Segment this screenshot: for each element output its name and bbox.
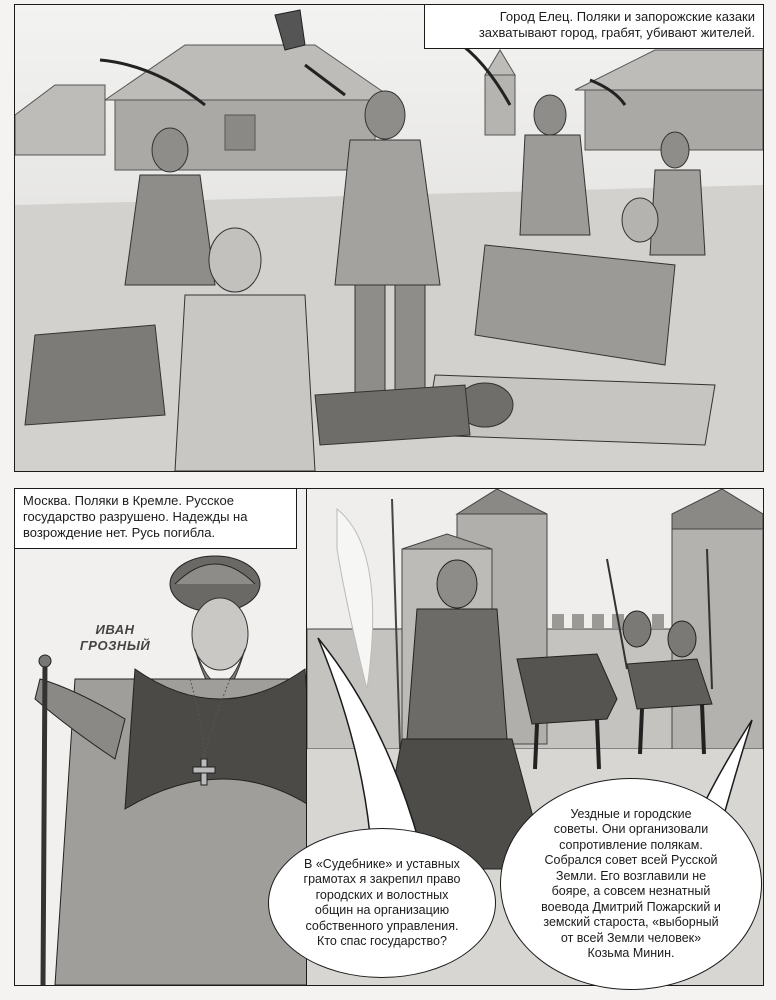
speech-line: Земли. Его возглавили не [555,868,707,883]
speech-line: Козьма Минин. [587,946,675,960]
bottom-left-caption [15,489,297,549]
caption-line: возрождение нет. Русь погибла. [23,525,216,540]
speech-line: общин на организацию [314,903,450,917]
speech-line: городских и волостных [315,887,449,902]
caption-line: Москва. Поляки в Кремле. Русское [23,493,234,508]
caption-line: захватывают город, грабят, убивают жителей. [478,25,755,40]
speech-line: Кто спас государство? [317,934,447,948]
speech-line: собственного управления. [305,918,459,933]
speech-line: В «Судебнике» и уставных [304,856,460,871]
top-panel-illustration [15,5,763,471]
top-panel-caption [424,5,763,49]
speech-line: воевода Дмитрий Пожарский и [541,899,721,914]
character-name-label: ИВАН ГРОЗНЫЙ [79,622,151,653]
speech-line: грамотах я закрепил право [303,872,461,886]
caption-line: Город Елец. Поляки и запорожские казаки [499,9,755,24]
speech-line: земский староста, «выборный [543,915,719,929]
speech-line: сопротивление полякам. [559,837,703,852]
speech-line: бояре, а совсем незнатный [551,884,711,898]
top-panel [14,4,764,472]
caption-line: государство разрушено. Надежды на [23,509,248,524]
speech-line: Уездные и городские [570,806,692,821]
speech-line: Собрался совет всей Русской [544,853,718,867]
ivan-speech-bubble [268,828,496,978]
speech-line: от всей Земли человек» [560,930,702,945]
narrator-speech-bubble [500,778,762,990]
speech-line: советы. Они организовали [553,822,709,836]
